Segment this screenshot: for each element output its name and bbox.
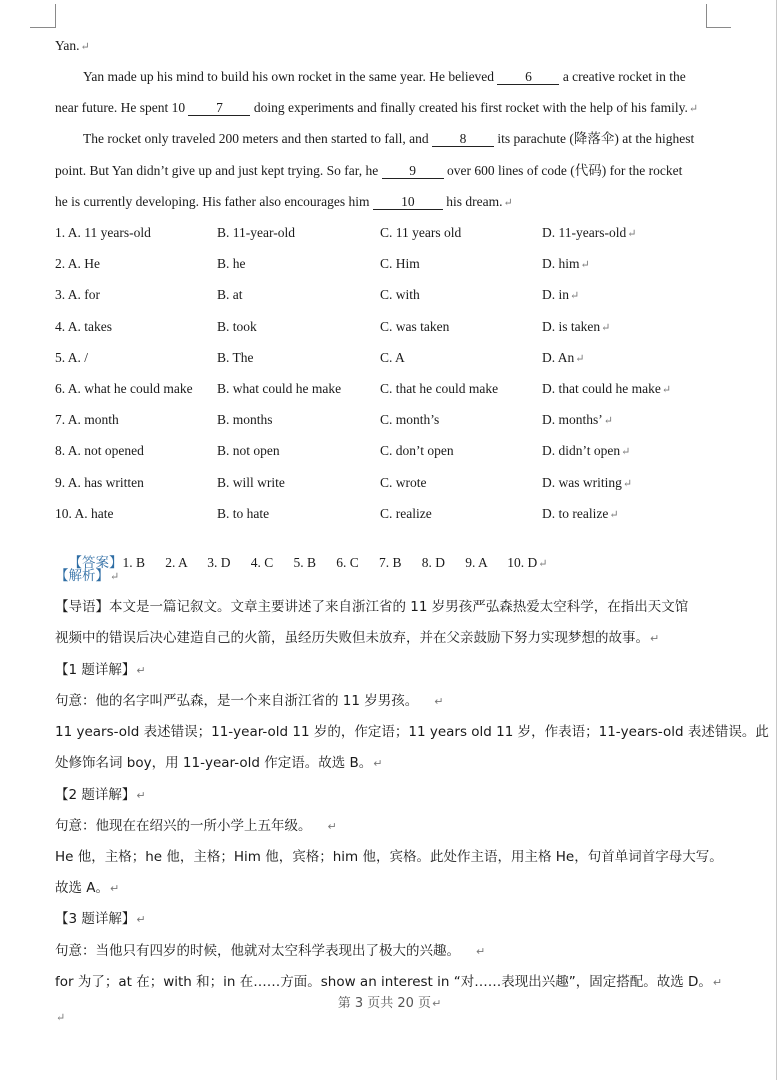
option-a: 2. A. He	[55, 256, 100, 271]
paragraph-mark: ↵	[80, 41, 90, 53]
option-a: 7. A. month	[55, 412, 119, 427]
q1-explanation-1	[55, 723, 769, 741]
passage-line-3	[83, 130, 694, 148]
paragraph-mark: ↵	[650, 632, 660, 645]
q3-meaning	[55, 942, 485, 961]
passage-text: point. But Yan didn’t give up and just kept trying. So far, he	[55, 163, 382, 178]
option-d: D. to realize↵	[542, 506, 619, 521]
passage-line-5	[55, 193, 513, 212]
q2-title-text: 【2 题详解】	[55, 787, 136, 803]
option-d: D. that could he make↵	[542, 381, 672, 396]
analysis-label-line	[55, 567, 119, 586]
blank-9: 9	[382, 163, 444, 179]
paragraph-mark: ↵	[56, 1012, 66, 1024]
q1-title-text: 【1 题详解】	[55, 662, 136, 678]
option-c: C. that he could make	[380, 381, 499, 396]
option-b: B. The	[217, 350, 254, 365]
paragraph-mark: ↵	[136, 789, 146, 802]
crop-mark-top-right-vertical	[706, 4, 707, 28]
option-a: 10. A. hate	[55, 506, 114, 521]
passage-text: over 600 lines of code (代码) for the rocket	[443, 163, 683, 178]
option-d: D. An↵	[542, 350, 585, 365]
option-c: C. was taken	[380, 319, 450, 334]
paragraph-mark: ↵	[327, 820, 337, 833]
answer-line	[55, 536, 548, 591]
guide-line-2	[55, 629, 659, 648]
option-d: D. was writing↵	[542, 475, 633, 490]
q3-title-text: 【3 题详解】	[55, 911, 136, 927]
option-c: C. wrote	[380, 475, 427, 490]
q1-explanation-text: 处修饰名词 boy，用 11-year-old 作定语。故选 B。	[55, 755, 373, 771]
option-b: B. what could he make	[217, 381, 342, 396]
paragraph-mark: ↵	[110, 571, 120, 583]
option-d: D. is taken↵	[542, 319, 611, 334]
passage-text: near future. He spent 10	[55, 100, 189, 115]
option-c: C. month’s	[380, 412, 440, 427]
passage-text: Yan.	[55, 38, 80, 53]
option-a: 1. A. 11 years-old	[55, 225, 151, 240]
guide-text: 视频中的错误后决心建造自己的火箭，虽经历失败但未放弃，并在父亲鼓励下努力实现梦想的故事。	[55, 630, 649, 646]
option-b: B. at	[217, 287, 243, 302]
option-c: C. A	[380, 350, 405, 365]
q3-explanation-1	[55, 973, 722, 992]
paragraph-mark: ↵	[434, 695, 444, 708]
option-row-7	[55, 411, 755, 429]
passage-text: The rocket only traveled 200 meters and then started to fall, and	[83, 131, 433, 146]
option-row-2	[55, 255, 755, 273]
analysis-label: 【解析】	[55, 568, 109, 584]
option-b: B. will write	[217, 475, 285, 490]
option-d: D. in↵	[542, 287, 580, 302]
option-b: B. 11-year-old	[217, 225, 295, 240]
q3-explanation-text: for 为了；at 在；with 和；in 在……方面。show an interest in “对……表现出兴趣”，固定搭配。故选 D。	[55, 974, 712, 990]
passage-text: Yan made up his mind to build his own rocket in the same year. He believed	[83, 69, 498, 84]
option-b: B. not open	[217, 443, 280, 458]
passage-line-4	[55, 162, 682, 180]
option-d: D. months’↵	[542, 412, 613, 427]
crop-mark-top-left-horizontal	[30, 27, 55, 28]
paragraph-mark: ↵	[136, 664, 146, 677]
q2-explanation-2	[55, 879, 119, 898]
passage-line-0	[55, 37, 90, 56]
page-footer	[0, 992, 779, 1011]
option-c: C. 11 years old	[380, 225, 462, 240]
option-row-4	[55, 318, 755, 336]
option-b: B. he	[217, 256, 246, 271]
paragraph-mark: ↵	[432, 997, 442, 1010]
q2-meaning	[55, 817, 337, 836]
option-a: 3. A. for	[55, 287, 100, 302]
page-right-edge	[776, 0, 777, 1080]
option-a: 6. A. what he could make	[55, 381, 193, 396]
paragraph-mark: ↵	[136, 913, 146, 926]
answer-label: 【答案】	[68, 555, 123, 571]
option-row-9	[55, 474, 755, 492]
guide-label: 【导语】	[55, 599, 109, 615]
crop-mark-top-left-vertical	[55, 4, 56, 28]
option-row-8	[55, 442, 755, 460]
passage-text: a creative rocket in the	[559, 69, 686, 84]
option-row-6	[55, 380, 755, 398]
passage-text: he is currently developing. His father also encourages him	[55, 194, 373, 209]
option-b: B. months	[217, 412, 273, 427]
q2-explanation-text: 故选 A。	[55, 880, 110, 896]
option-c: C. Him	[380, 256, 420, 271]
paragraph-mark: ↵	[712, 976, 723, 989]
blank-7: 7	[188, 100, 250, 116]
guide-text: 本文是一篇记叙文。文章主要讲述了来自浙江省的 11 岁男孩严弘森热爱太空科学，在指出天文馆	[109, 599, 689, 615]
crop-mark-top-right-horizontal	[706, 27, 731, 28]
q2-title	[55, 786, 146, 805]
option-d: D. 11-years-old↵	[542, 225, 637, 240]
q1-explanation-2	[55, 754, 382, 773]
option-a: 5. A. /	[55, 350, 89, 365]
q1-title	[55, 661, 146, 680]
passage-text: its parachute (降落伞) at the highest	[494, 131, 695, 146]
option-b: B. to hate	[217, 506, 270, 521]
q2-meaning-text: 句意：他现在在绍兴的一所小学上五年级。	[55, 818, 312, 834]
paragraph-mark: ↵	[503, 197, 513, 209]
passage-text: doing experiments and finally created his first rocket with the help of his family.	[250, 100, 688, 115]
q3-meaning-text: 句意：当他只有四岁的时候，他就对太空科学表现出了极大的兴趣。	[55, 943, 460, 959]
trailing-paragraph	[55, 1008, 65, 1027]
option-a: 4. A. takes	[55, 319, 112, 334]
q1-meaning	[55, 692, 443, 711]
paragraph-mark: ↵	[538, 558, 548, 570]
q3-title	[55, 910, 146, 929]
option-a: 9. A. has written	[55, 475, 144, 490]
passage-line-2	[55, 99, 698, 118]
option-c: C. realize	[380, 506, 432, 521]
answer-text: 1. B 2. A 3. D 4. C 5. B 6. C 7. B 8. D 9. A 10. D	[122, 555, 538, 570]
option-a: 8. A. not opened	[55, 443, 144, 458]
option-c: C. don’t open	[380, 443, 454, 458]
option-c: C. with	[380, 287, 420, 302]
option-d: D. him↵	[542, 256, 590, 271]
q2-explanation-1	[55, 848, 723, 866]
passage-text: his dream.	[442, 194, 503, 209]
option-row-10	[55, 505, 755, 523]
option-row-5	[55, 349, 755, 367]
q1-explanation-text: 11 years-old 表述错误；11-year-old 11 岁的，作定语；11 years old 11 岁，作表语；11-years-old 表述错误。此	[55, 724, 769, 740]
guide-line-1	[55, 598, 688, 616]
option-row-3	[55, 286, 755, 304]
passage-line-1	[83, 68, 686, 86]
paragraph-mark: ↵	[476, 945, 486, 958]
q2-explanation-text: He 他，主格；he 他，主格；Him 他，宾格；him 他，宾格。此处作主语，用主格 He，句首单词首字母大写。	[55, 849, 723, 865]
page-number: 第 3 页共 20 页	[337, 996, 432, 1011]
option-d: D. didn’t open↵	[542, 443, 631, 458]
blank-8: 8	[432, 131, 494, 147]
option-row-1	[55, 224, 755, 242]
q1-meaning-text: 句意：他的名字叫严弘森，是一个来自浙江省的 11 岁男孩。	[55, 693, 419, 709]
paragraph-mark: ↵	[688, 103, 699, 115]
blank-10: 10	[373, 194, 443, 210]
paragraph-mark: ↵	[373, 757, 383, 770]
option-b: B. took	[217, 319, 257, 334]
blank-6: 6	[497, 69, 559, 85]
paragraph-mark: ↵	[110, 882, 120, 895]
